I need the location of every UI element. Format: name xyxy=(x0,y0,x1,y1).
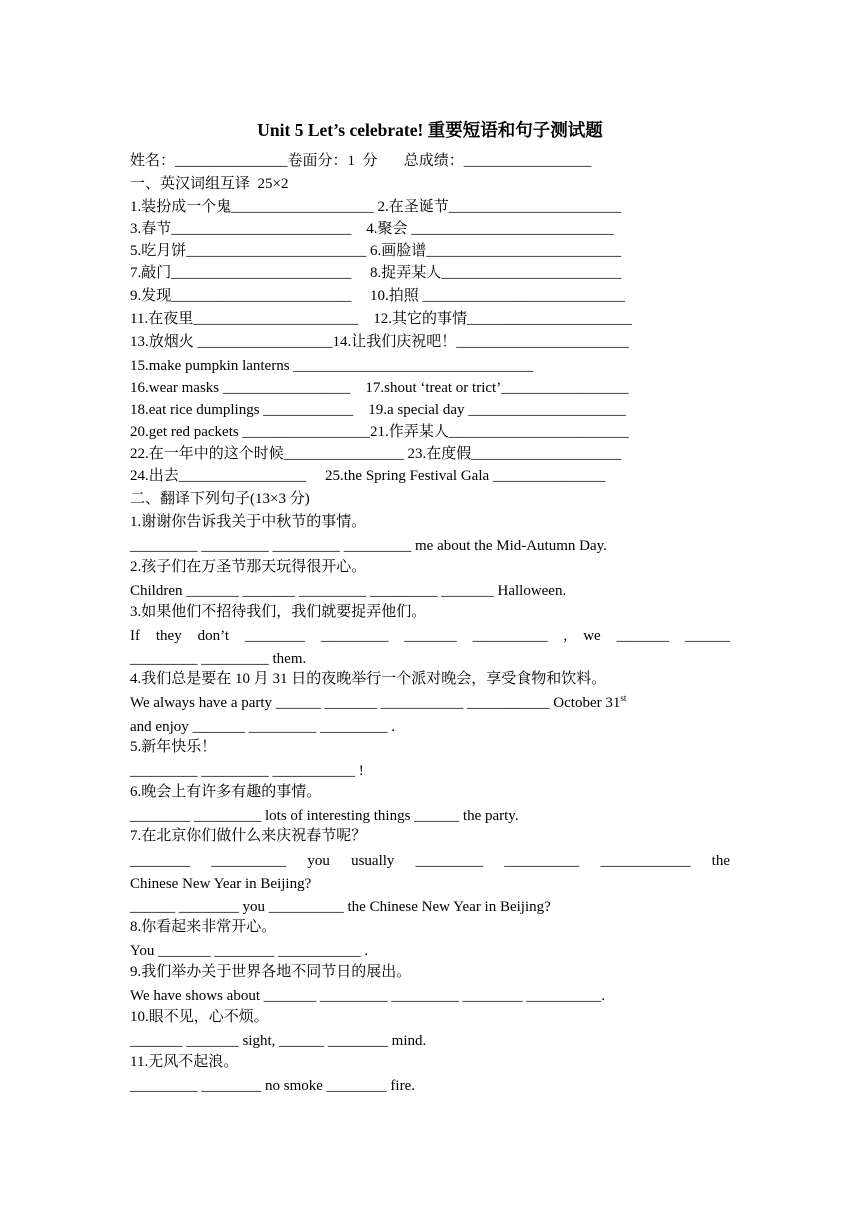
question-5-english: _________ _________ ___________ ! xyxy=(130,763,364,779)
question-6-english: ________ _________ lots of interesting things ______ the party. xyxy=(130,808,519,824)
phrase-row: 16.wear masks _________________ 17.shout ‘treat or trict’_________________ xyxy=(130,380,629,396)
question-4-english-line-1 xyxy=(130,694,740,712)
question-4-chinese: 4.我们总是要在 10 月 31 日的夜晚举行一个派对晚会，享受食物和饮料。 xyxy=(130,671,607,687)
student-info-line: 姓名：_______________卷面分：1 分 总成绩：_________________ xyxy=(130,153,592,169)
phrase-row: 22.在一年中的这个时候________________ 23.在度假____________________ xyxy=(130,446,622,462)
question-7-english-line-2: Chinese New Year in Beijing? xyxy=(130,876,312,892)
question-10-english: _______ _______ sight, ______ ________ mind. xyxy=(130,1033,427,1049)
phrase-row: 3.春节________________________ 4.聚会 ___________________________ xyxy=(130,221,614,237)
phrase-row: 24.出去_________________ 25.the Spring Festival Gala _______________ xyxy=(130,468,606,484)
question-3-english-line-2: _________ _________ them. xyxy=(130,651,307,667)
question-6-chinese: 6.晚会上有许多有趣的事情。 xyxy=(130,784,322,800)
question-1-chinese: 1.谢谢你告诉我关于中秋节的事情。 xyxy=(130,514,367,530)
question-2-chinese: 2.孩子们在万圣节那天玩得很开心。 xyxy=(130,559,367,575)
question-9-english: We have shows about _______ _________ _________ ________ __________. xyxy=(130,988,606,1004)
question-7-chinese: 7.在北京你们做什么来庆祝春节呢？ xyxy=(130,828,367,844)
question-2-english: Children _______ _______ _________ _________ _______ Halloween. xyxy=(130,583,567,599)
section-2-heading: 二、翻译下列句子(13×3 分) xyxy=(130,491,310,507)
question-4-english-text: We always have a party ______ _______ ___________ ___________ October 31 xyxy=(130,695,621,711)
section-1-heading: 一、英汉词组互译 25×2 xyxy=(130,176,289,192)
phrase-row: 5.吃月饼________________________ 6.画脸谱__________________________ xyxy=(130,243,622,259)
phrase-row: 1.装扮成一个鬼___________________ 2.在圣诞节_______________________ xyxy=(130,199,622,215)
question-1-english: _________ _________ _________ _________ me about the Mid-Autumn Day. xyxy=(130,538,607,554)
phrase-row: 7.敲门________________________ 8.捉弄某人________________________ xyxy=(130,265,622,281)
question-8-chinese: 8.你看起来非常开心。 xyxy=(130,919,277,935)
question-7-english-line-3: ______ ________ you __________ the Chinese New Year in Beijing? xyxy=(130,899,551,915)
phrase-row: 9.发现________________________ 10.拍照 ___________________________ xyxy=(130,288,626,304)
question-4-english-line-2: and enjoy _______ _________ _________ . xyxy=(130,719,395,735)
question-10-chinese: 10.眼不见，心不烦。 xyxy=(130,1009,269,1025)
page-title: Unit 5 Let’s celebrate! 重要短语和句子测试题 xyxy=(257,120,603,140)
phrase-row: 18.eat rice dumplings ____________ 19.a special day _____________________ xyxy=(130,402,626,418)
question-11-english: _________ ________ no smoke ________ fire. xyxy=(130,1078,415,1094)
question-7-english-line-1: ________ __________ you usually _________ __________ ____________ the xyxy=(130,853,730,869)
question-9-chinese: 9.我们举办关于世界各地不同节日的展出。 xyxy=(130,964,412,980)
question-3-english-line-1: If they don’t ________ _________ _______ __________ , we _______ ______ xyxy=(130,628,730,644)
ordinal-suffix: st xyxy=(620,693,627,703)
question-11-chinese: 11.无风不起浪。 xyxy=(130,1054,239,1070)
question-3-chinese: 3.如果他们不招待我们，我们就要捉弄他们。 xyxy=(130,604,427,620)
phrase-row: 13.放烟火 __________________14.让我们庆祝吧！_______________________ xyxy=(130,334,629,350)
phrase-row: 11.在夜里______________________ 12.其它的事情______________________ xyxy=(130,311,632,327)
question-8-english: You _______ ________ ___________ . xyxy=(130,943,369,959)
phrase-row: 15.make pumpkin lanterns ________________________________ xyxy=(130,358,534,374)
phrase-row: 20.get red packets _________________21.作弄某人________________________ xyxy=(130,424,629,440)
question-5-chinese: 5.新年快乐！ xyxy=(130,739,217,755)
